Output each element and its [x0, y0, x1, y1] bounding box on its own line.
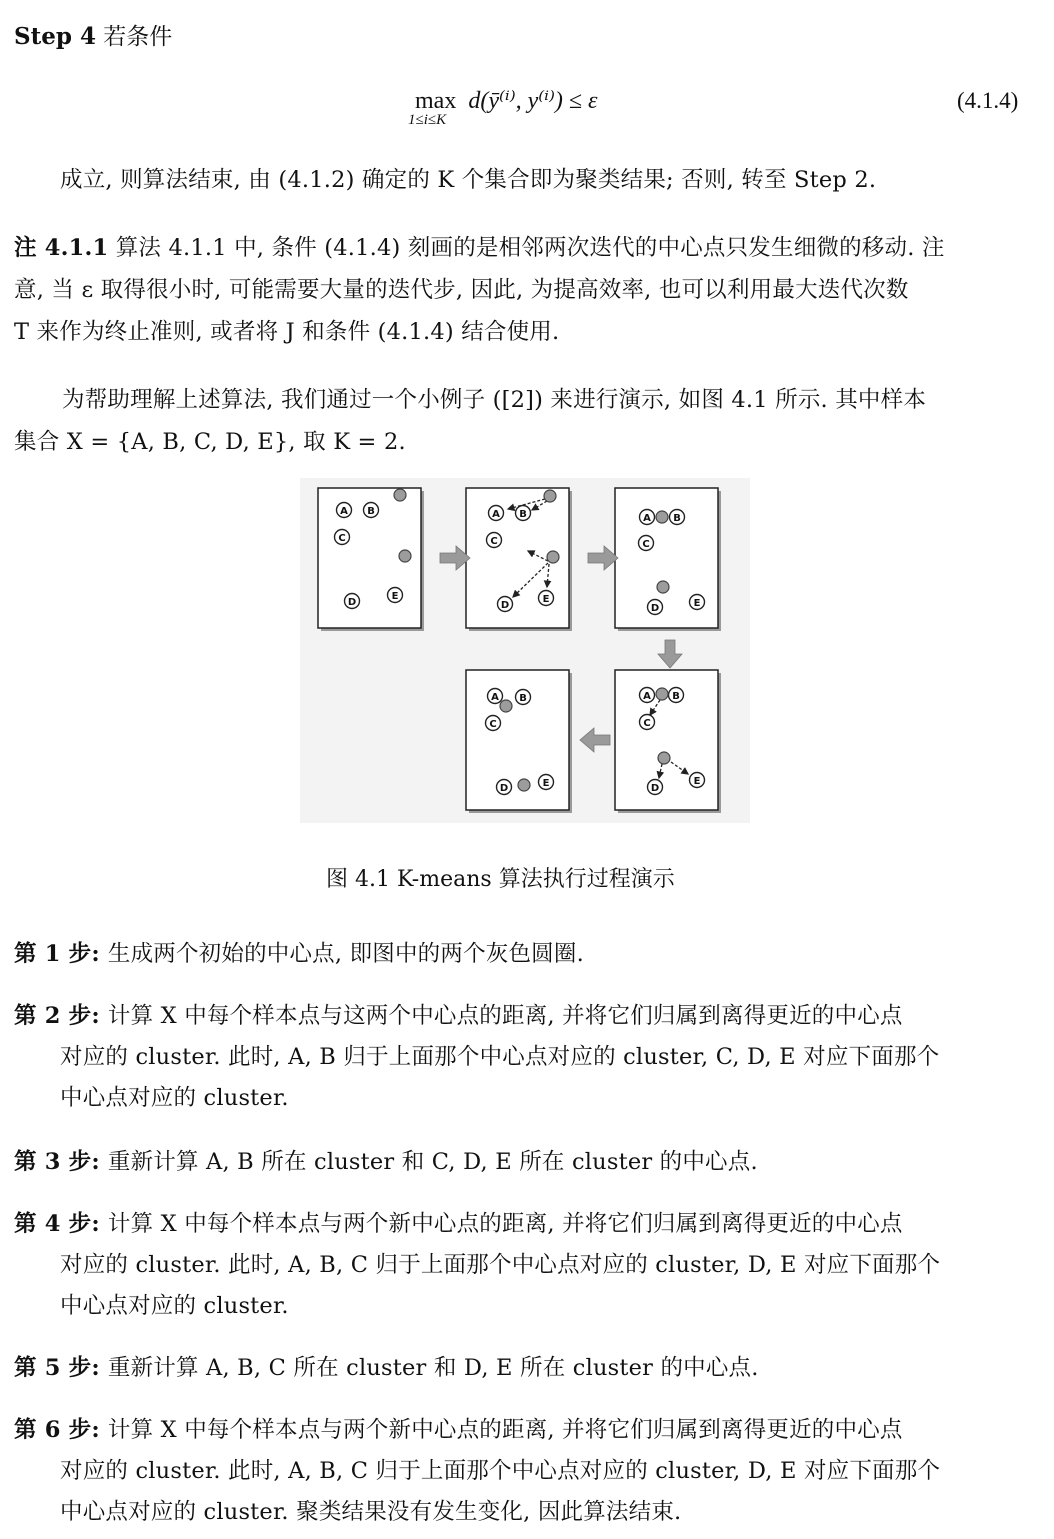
- step-4-line-3: 中心点对应的 cluster.: [60, 1293, 289, 1319]
- sample-label-C: C: [642, 539, 650, 550]
- center-point: [518, 779, 530, 791]
- sample-label-A: A: [643, 691, 651, 702]
- step-4-line-1: [14, 1206, 903, 1238]
- figure-panel-5: [466, 670, 572, 813]
- center-point: [547, 551, 559, 563]
- sample-label-D: D: [650, 603, 660, 614]
- sample-label-E: E: [542, 778, 550, 789]
- step-4-line-2: 对应的 cluster. 此时, A, B, C 归于上面那个中心点对应的 cluster, D, E 对应下面那个: [60, 1252, 941, 1278]
- sample-label-C: C: [489, 719, 497, 730]
- step-2-line-1: [14, 998, 903, 1030]
- sample-label-B: B: [519, 509, 527, 520]
- step-2-label: 第 2 步:: [14, 1003, 108, 1029]
- figure-panel-1: [318, 488, 424, 631]
- center-point: [658, 752, 670, 764]
- sample-label-C: C: [338, 533, 346, 544]
- kmeans-figure: [300, 478, 750, 823]
- step-2-text: 计算 X 中每个样本点与这两个中心点的距离, 并将它们归属到离得更近的中心点: [107, 1003, 903, 1029]
- center-point: [394, 489, 406, 501]
- step4-heading: [14, 18, 172, 51]
- step-6-line-3: 中心点对应的 cluster. 聚类结果没有发生变化, 因此算法结束.: [60, 1499, 682, 1525]
- step-3-label: 第 3 步:: [14, 1149, 108, 1175]
- note-text-1: 算法 4.1.1 中, 条件 (4.1.4) 刻画的是相邻两次迭代的中心点只发生细微的移动. 注: [115, 235, 945, 261]
- sample-label-D: D: [499, 783, 509, 794]
- sample-label-E: E: [391, 591, 399, 602]
- step-3-line-1: [14, 1144, 758, 1176]
- step4-label: Step 4: [14, 23, 96, 50]
- step-4-label: 第 4 步:: [14, 1211, 108, 1237]
- center-point: [544, 490, 556, 502]
- equation-subscript: 1≤i≤K: [408, 112, 447, 128]
- sample-label-C: C: [490, 536, 498, 547]
- sample-label-D: D: [347, 597, 357, 608]
- step-1-text: 生成两个初始的中心点, 即图中的两个灰色圆圈.: [107, 941, 584, 967]
- step4-heading-text: 若条件: [103, 24, 173, 50]
- sample-label-D: D: [500, 600, 510, 611]
- step-6-label: 第 6 步:: [14, 1417, 108, 1443]
- sample-label-A: A: [492, 509, 500, 520]
- step-6-line-1: [14, 1412, 903, 1444]
- intro-line-2: 集合 X = {A, B, C, D, E}, 取 K = 2.: [14, 429, 406, 455]
- sample-label-E: E: [542, 594, 550, 605]
- center-point: [399, 550, 411, 562]
- figure-caption: 图 4.1 K-means 算法执行过程演示: [326, 867, 675, 892]
- center-point: [656, 688, 668, 700]
- figure-panel-2: [466, 488, 572, 631]
- figure-panel-3: [615, 488, 721, 631]
- step-1-label: 第 1 步:: [14, 941, 108, 967]
- center-point: [500, 700, 512, 712]
- sample-label-E: E: [693, 598, 701, 609]
- step-5-label: 第 5 步:: [14, 1355, 108, 1381]
- step-6-text: 计算 X 中每个样本点与两个新中心点的距离, 并将它们归属到离得更近的中心点: [107, 1417, 903, 1443]
- note-label: 注 4.1.1: [14, 235, 109, 261]
- sample-label-B: B: [519, 693, 527, 704]
- equation-4-1-4: [415, 86, 597, 115]
- center-point: [656, 511, 668, 523]
- sample-label-C: C: [643, 718, 651, 729]
- intro-line-1: 为帮助理解上述算法, 我们通过一个小例子 ([2]) 来进行演示, 如图 4.1 所示. 其中样本: [62, 387, 927, 413]
- step-2-line-3: 中心点对应的 cluster.: [60, 1085, 289, 1111]
- step-6-line-2: 对应的 cluster. 此时, A, B, C 归于上面那个中心点对应的 cluster, D, E 对应下面那个: [60, 1458, 941, 1484]
- note-line-1: [14, 230, 945, 262]
- sample-label-E: E: [693, 776, 701, 787]
- sample-label-A: A: [491, 692, 499, 703]
- step-1-line-1: [14, 936, 584, 968]
- center-point: [657, 581, 669, 593]
- note-line-3: T 来作为终止准则, 或者将 J 和条件 (4.1.4) 结合使用.: [14, 319, 560, 345]
- sample-label-D: D: [650, 783, 660, 794]
- step-5-line-1: [14, 1350, 759, 1382]
- step-5-text: 重新计算 A, B, C 所在 cluster 和 D, E 所在 cluster 的中心点.: [107, 1355, 759, 1381]
- sample-label-B: B: [672, 691, 680, 702]
- sample-label-B: B: [673, 513, 681, 524]
- sample-label-A: A: [340, 506, 348, 517]
- sample-label-A: A: [643, 513, 651, 524]
- step-3-text: 重新计算 A, B 所在 cluster 和 C, D, E 所在 cluster 的中心点.: [107, 1149, 758, 1175]
- sample-label-B: B: [367, 506, 375, 517]
- equation-number: (4.1.4): [957, 88, 1019, 113]
- figure-panel-4: [615, 670, 721, 813]
- equation-body: d(ȳ⁽ⁱ⁾, y⁽ⁱ⁾) ≤ ε: [468, 88, 598, 114]
- step4-result-text: 成立, 则算法结束, 由 (4.1.2) 确定的 K 个集合即为聚类结果; 否则, 转至 Step 2.: [60, 167, 877, 193]
- step-2-line-2: 对应的 cluster. 此时, A, B 归于上面那个中心点对应的 cluster, C, D, E 对应下面那个: [60, 1044, 940, 1070]
- equation-max: max: [415, 88, 457, 114]
- note-line-2: 意, 当 ε 取得很小时, 可能需要大量的迭代步, 因此, 为提高效率, 也可以利用最大迭代次数: [14, 277, 909, 303]
- step-4-text: 计算 X 中每个样本点与两个新中心点的距离, 并将它们归属到离得更近的中心点: [107, 1211, 903, 1237]
